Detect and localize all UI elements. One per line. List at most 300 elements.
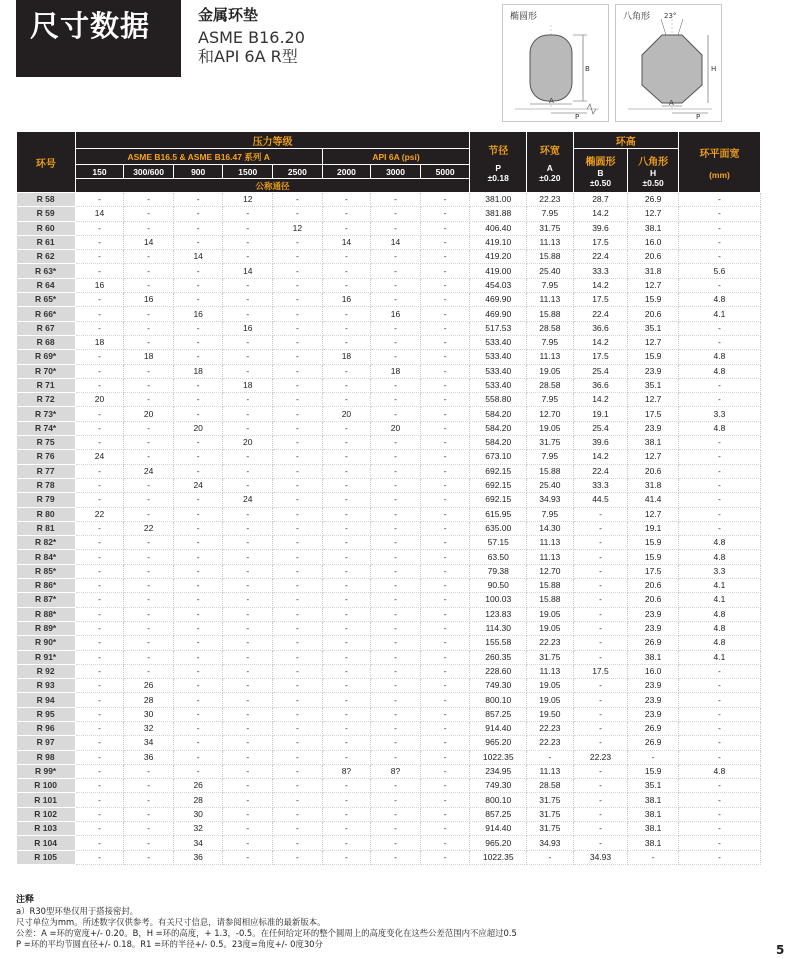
table-cell: 30 bbox=[124, 707, 174, 721]
table-cell: 38.1 bbox=[628, 836, 679, 850]
ring-number-cell: R 67 bbox=[17, 321, 76, 335]
table-row bbox=[17, 364, 761, 378]
col-pitch-diameter: 节径 P ±0.18 bbox=[470, 132, 527, 193]
table-cell: 12.7 bbox=[628, 507, 679, 521]
table-cell: - bbox=[75, 321, 124, 335]
table-cell: 63.50 bbox=[470, 550, 527, 564]
ring-number-cell: R 58 bbox=[17, 193, 76, 207]
table-cell: - bbox=[223, 278, 273, 292]
table-cell: - bbox=[173, 693, 223, 707]
table-cell: 20 bbox=[75, 393, 124, 407]
table-cell: - bbox=[273, 579, 323, 593]
table-cell: - bbox=[124, 636, 174, 650]
table-cell: 18 bbox=[371, 364, 421, 378]
table-cell: 4.8 bbox=[678, 293, 760, 307]
table-cell: - bbox=[124, 579, 174, 593]
table-cell: - bbox=[371, 293, 421, 307]
table-cell: - bbox=[75, 464, 124, 478]
table-cell: 615.95 bbox=[470, 507, 527, 521]
table-cell: - bbox=[273, 250, 323, 264]
table-cell: - bbox=[371, 536, 421, 550]
class-1500: 1500 bbox=[223, 165, 273, 179]
table-cell: - bbox=[371, 207, 421, 221]
table-cell: 7.95 bbox=[527, 278, 574, 292]
ring-number-cell: R 65* bbox=[17, 293, 76, 307]
table-cell: - bbox=[322, 807, 371, 821]
table-cell: 673.10 bbox=[470, 450, 527, 464]
table-cell: - bbox=[322, 779, 371, 793]
table-cell: - bbox=[322, 693, 371, 707]
table-cell: 11.13 bbox=[527, 293, 574, 307]
table-row bbox=[17, 436, 761, 450]
table-cell: - bbox=[573, 736, 628, 750]
table-cell: 16 bbox=[173, 307, 223, 321]
table-cell: 26 bbox=[173, 779, 223, 793]
table-cell: 692.15 bbox=[470, 493, 527, 507]
table-cell: 19.05 bbox=[527, 421, 574, 435]
table-row bbox=[17, 707, 761, 721]
table-cell: 36 bbox=[173, 850, 223, 864]
table-cell: - bbox=[273, 693, 323, 707]
table-cell: - bbox=[420, 278, 470, 292]
table-cell: 16 bbox=[75, 278, 124, 292]
table-cell: - bbox=[75, 478, 124, 492]
table-cell: - bbox=[420, 464, 470, 478]
table-cell: - bbox=[273, 493, 323, 507]
table-cell: 22.4 bbox=[573, 464, 628, 478]
table-cell: - bbox=[223, 850, 273, 864]
table-cell: 4.8 bbox=[678, 350, 760, 364]
standard-line-1: ASME B16.20 bbox=[198, 28, 305, 47]
table-cell: - bbox=[371, 664, 421, 678]
table-cell: - bbox=[75, 664, 124, 678]
table-cell: - bbox=[678, 721, 760, 735]
table-cell: - bbox=[371, 507, 421, 521]
table-cell: - bbox=[322, 822, 371, 836]
table-cell: 16 bbox=[124, 293, 174, 307]
table-cell: - bbox=[75, 564, 124, 578]
table-cell: - bbox=[223, 822, 273, 836]
table-cell: 11.13 bbox=[527, 550, 574, 564]
table-cell: 749.30 bbox=[470, 779, 527, 793]
table-cell: - bbox=[223, 550, 273, 564]
oct-h-label: H bbox=[711, 65, 717, 73]
ring-number-cell: R 88* bbox=[17, 607, 76, 621]
table-cell: - bbox=[371, 264, 421, 278]
table-cell: 260.35 bbox=[470, 650, 527, 664]
table-row bbox=[17, 250, 761, 264]
ring-number-cell: R 61 bbox=[17, 235, 76, 249]
table-cell: 32 bbox=[124, 721, 174, 735]
table-cell: 19.05 bbox=[527, 693, 574, 707]
section-title: 尺寸数据 bbox=[30, 9, 151, 43]
table-cell: 22.4 bbox=[573, 250, 628, 264]
table-cell: - bbox=[273, 507, 323, 521]
table-cell: - bbox=[223, 364, 273, 378]
table-cell: 38.1 bbox=[628, 436, 679, 450]
table-row bbox=[17, 350, 761, 364]
table-cell: - bbox=[273, 278, 323, 292]
ring-number-cell: R 90* bbox=[17, 636, 76, 650]
table-cell: - bbox=[420, 750, 470, 764]
table-cell: - bbox=[573, 779, 628, 793]
table-cell: 38.1 bbox=[628, 650, 679, 664]
octagonal-diagram-label: 八角形 bbox=[623, 12, 651, 22]
table-cell: - bbox=[322, 521, 371, 535]
table-cell: 14 bbox=[223, 264, 273, 278]
table-cell: - bbox=[678, 235, 760, 249]
table-cell: - bbox=[322, 493, 371, 507]
table-row bbox=[17, 764, 761, 778]
table-cell: - bbox=[223, 807, 273, 821]
table-cell: - bbox=[273, 807, 323, 821]
table-cell: - bbox=[420, 293, 470, 307]
table-cell: - bbox=[678, 679, 760, 693]
table-cell: - bbox=[273, 836, 323, 850]
table-cell: 28.58 bbox=[527, 779, 574, 793]
table-cell: - bbox=[420, 193, 470, 207]
note-line: P =环的平均节圆直径+/- 0.18。R1 =环的半径+/- 0.5。23度=角度+/- 0度30分 bbox=[16, 939, 323, 949]
table-cell: - bbox=[573, 579, 628, 593]
table-cell: 3.3 bbox=[678, 564, 760, 578]
table-cell: 31.75 bbox=[527, 221, 574, 235]
table-cell: - bbox=[223, 521, 273, 535]
table-cell: - bbox=[223, 664, 273, 678]
col-ring-number: 环号 bbox=[17, 132, 76, 193]
table-cell: - bbox=[223, 507, 273, 521]
table-cell: - bbox=[75, 193, 124, 207]
table-cell: - bbox=[573, 607, 628, 621]
table-cell: 22.23 bbox=[573, 750, 628, 764]
table-cell: 20 bbox=[173, 421, 223, 435]
table-cell: - bbox=[322, 321, 371, 335]
table-cell: - bbox=[678, 321, 760, 335]
table-cell: - bbox=[371, 779, 421, 793]
ring-number-cell: R 73* bbox=[17, 407, 76, 421]
table-cell: 24 bbox=[75, 450, 124, 464]
table-cell: - bbox=[678, 221, 760, 235]
table-cell: - bbox=[420, 493, 470, 507]
table-cell: - bbox=[124, 278, 174, 292]
class-300-600: 300/600 bbox=[124, 165, 174, 179]
table-cell: - bbox=[420, 564, 470, 578]
table-cell: - bbox=[223, 650, 273, 664]
table-cell: 20 bbox=[124, 407, 174, 421]
table-cell: - bbox=[223, 779, 273, 793]
table-cell: - bbox=[173, 436, 223, 450]
table-cell: 15.88 bbox=[527, 593, 574, 607]
table-cell: - bbox=[223, 607, 273, 621]
table-cell: - bbox=[75, 736, 124, 750]
table-cell: - bbox=[173, 564, 223, 578]
table-cell: 800.10 bbox=[470, 693, 527, 707]
table-cell: - bbox=[273, 378, 323, 392]
table-cell: - bbox=[75, 579, 124, 593]
table-cell: - bbox=[173, 407, 223, 421]
table-cell: 533.40 bbox=[470, 335, 527, 349]
table-cell: - bbox=[173, 593, 223, 607]
table-cell: - bbox=[322, 593, 371, 607]
table-cell: - bbox=[322, 378, 371, 392]
table-cell: - bbox=[273, 621, 323, 635]
table-cell: 20.6 bbox=[628, 250, 679, 264]
ring-number-cell: R 63* bbox=[17, 264, 76, 278]
api-3000: 3000 bbox=[371, 165, 421, 179]
table-cell: - bbox=[371, 193, 421, 207]
table-cell: - bbox=[678, 278, 760, 292]
ring-number-cell: R 82* bbox=[17, 536, 76, 550]
table-cell: - bbox=[124, 250, 174, 264]
table-cell: 20.6 bbox=[628, 464, 679, 478]
oct-a-label: A bbox=[669, 99, 674, 107]
oval-ring-diagram bbox=[502, 4, 609, 122]
table-cell: 35.1 bbox=[628, 321, 679, 335]
table-cell: - bbox=[678, 436, 760, 450]
table-cell: 24 bbox=[173, 478, 223, 492]
table-cell: - bbox=[420, 393, 470, 407]
table-cell: - bbox=[124, 621, 174, 635]
table-cell: - bbox=[223, 750, 273, 764]
table-cell: 155.58 bbox=[470, 636, 527, 650]
table-cell: - bbox=[573, 564, 628, 578]
table-cell: - bbox=[573, 707, 628, 721]
table-cell: - bbox=[173, 707, 223, 721]
table-cell: 469.90 bbox=[470, 307, 527, 321]
table-cell: 22.4 bbox=[573, 307, 628, 321]
table-cell: 22.23 bbox=[527, 193, 574, 207]
table-cell: 14 bbox=[173, 250, 223, 264]
table-body bbox=[17, 193, 761, 865]
table-row bbox=[17, 307, 761, 321]
table-cell: - bbox=[573, 507, 628, 521]
table-cell: - bbox=[273, 321, 323, 335]
table-cell: - bbox=[173, 378, 223, 392]
table-cell: 31.75 bbox=[527, 807, 574, 821]
table-cell: - bbox=[371, 750, 421, 764]
table-cell: - bbox=[371, 278, 421, 292]
ring-number-cell: R 80 bbox=[17, 507, 76, 521]
table-cell: - bbox=[371, 521, 421, 535]
table-cell: - bbox=[173, 750, 223, 764]
table-cell: - bbox=[322, 393, 371, 407]
oct-p-label: P bbox=[696, 113, 701, 121]
table-cell: - bbox=[124, 807, 174, 821]
table-cell: - bbox=[573, 650, 628, 664]
table-cell: 34.93 bbox=[573, 850, 628, 864]
table-cell: - bbox=[173, 493, 223, 507]
table-cell: - bbox=[371, 736, 421, 750]
ring-number-cell: R 100 bbox=[17, 779, 76, 793]
table-cell: - bbox=[273, 822, 323, 836]
table-cell: 749.30 bbox=[470, 679, 527, 693]
table-cell: 12.7 bbox=[628, 207, 679, 221]
table-cell: - bbox=[322, 478, 371, 492]
table-cell: 4.8 bbox=[678, 364, 760, 378]
table-cell: - bbox=[173, 221, 223, 235]
table-cell: 4.8 bbox=[678, 550, 760, 564]
ring-number-cell: R 78 bbox=[17, 478, 76, 492]
table-cell: - bbox=[173, 193, 223, 207]
table-cell: 12.70 bbox=[527, 407, 574, 421]
ring-number-cell: R 104 bbox=[17, 836, 76, 850]
table-cell: - bbox=[420, 693, 470, 707]
table-cell: - bbox=[75, 307, 124, 321]
table-cell: - bbox=[75, 264, 124, 278]
notes-title: 注释 bbox=[16, 895, 35, 905]
table-cell: 15.9 bbox=[628, 536, 679, 550]
table-row bbox=[17, 378, 761, 392]
table-cell: - bbox=[371, 335, 421, 349]
table-cell: - bbox=[223, 736, 273, 750]
table-cell: 533.40 bbox=[470, 378, 527, 392]
table-cell: 20 bbox=[223, 436, 273, 450]
table-row bbox=[17, 607, 761, 621]
table-cell: 12 bbox=[273, 221, 323, 235]
table-cell: 965.20 bbox=[470, 736, 527, 750]
table-cell: 26.9 bbox=[628, 193, 679, 207]
table-cell: - bbox=[420, 350, 470, 364]
table-cell: - bbox=[124, 836, 174, 850]
table-cell: - bbox=[273, 636, 323, 650]
table-cell: 15.9 bbox=[628, 350, 679, 364]
table-row bbox=[17, 779, 761, 793]
ring-number-cell: R 74* bbox=[17, 421, 76, 435]
table-cell: - bbox=[173, 507, 223, 521]
table-cell: - bbox=[75, 350, 124, 364]
table-row bbox=[17, 235, 761, 249]
table-cell: 23.9 bbox=[628, 679, 679, 693]
table-cell: 18 bbox=[322, 350, 371, 364]
table-cell: - bbox=[75, 550, 124, 564]
table-cell: - bbox=[678, 393, 760, 407]
table-cell: 4.1 bbox=[678, 593, 760, 607]
table-cell: - bbox=[124, 764, 174, 778]
table-cell: 79.38 bbox=[470, 564, 527, 578]
table-cell: 7.95 bbox=[527, 393, 574, 407]
table-cell: 26.9 bbox=[628, 736, 679, 750]
table-cell: - bbox=[371, 822, 421, 836]
table-cell: 11.13 bbox=[527, 536, 574, 550]
table-cell: - bbox=[124, 335, 174, 349]
table-cell: - bbox=[322, 836, 371, 850]
table-cell: - bbox=[223, 393, 273, 407]
table-cell: - bbox=[173, 550, 223, 564]
table-cell: - bbox=[371, 807, 421, 821]
table-cell: 469.90 bbox=[470, 293, 527, 307]
table-cell: - bbox=[173, 450, 223, 464]
table-cell: - bbox=[322, 750, 371, 764]
table-cell: - bbox=[273, 736, 323, 750]
table-cell: - bbox=[75, 764, 124, 778]
table-cell: - bbox=[420, 822, 470, 836]
ring-number-cell: R 77 bbox=[17, 464, 76, 478]
table-cell: - bbox=[420, 364, 470, 378]
table-cell: 4.1 bbox=[678, 307, 760, 321]
table-cell: - bbox=[420, 636, 470, 650]
oval-diagram-label: 椭圆形 bbox=[510, 12, 538, 22]
table-cell: 22.23 bbox=[527, 636, 574, 650]
table-cell: - bbox=[223, 693, 273, 707]
table-cell: - bbox=[273, 207, 323, 221]
ring-number-cell: R 76 bbox=[17, 450, 76, 464]
table-cell: 16 bbox=[322, 293, 371, 307]
table-row bbox=[17, 721, 761, 735]
table-cell: - bbox=[124, 536, 174, 550]
table-cell: 7.95 bbox=[527, 335, 574, 349]
table-cell: 11.13 bbox=[527, 350, 574, 364]
table-cell: 19.50 bbox=[527, 707, 574, 721]
octagonal-ring-diagram bbox=[615, 4, 722, 122]
ring-number-cell: R 66* bbox=[17, 307, 76, 321]
table-cell: - bbox=[273, 193, 323, 207]
table-cell: - bbox=[678, 793, 760, 807]
table-cell: - bbox=[173, 235, 223, 249]
table-cell: - bbox=[75, 693, 124, 707]
table-cell: 25.4 bbox=[573, 421, 628, 435]
table-cell: - bbox=[678, 493, 760, 507]
notes-section bbox=[16, 895, 756, 950]
table-cell: - bbox=[273, 564, 323, 578]
table-cell: - bbox=[273, 650, 323, 664]
table-cell: - bbox=[223, 307, 273, 321]
table-cell: - bbox=[573, 764, 628, 778]
table-cell: 23.9 bbox=[628, 364, 679, 378]
table-cell: 14.2 bbox=[573, 335, 628, 349]
table-cell: - bbox=[223, 636, 273, 650]
ring-number-cell: R 84* bbox=[17, 550, 76, 564]
ring-number-cell: R 87* bbox=[17, 593, 76, 607]
table-cell: - bbox=[678, 807, 760, 821]
table-cell: 857.25 bbox=[470, 807, 527, 821]
table-cell: - bbox=[124, 822, 174, 836]
table-cell: - bbox=[124, 378, 174, 392]
table-row bbox=[17, 550, 761, 564]
table-cell: 19.05 bbox=[527, 679, 574, 693]
api-group-header: API 6A (psi) bbox=[322, 149, 470, 165]
table-cell: 12.7 bbox=[628, 278, 679, 292]
table-cell: - bbox=[420, 235, 470, 249]
table-cell: - bbox=[273, 721, 323, 735]
table-cell: - bbox=[322, 450, 371, 464]
table-cell: - bbox=[678, 779, 760, 793]
table-cell: - bbox=[173, 736, 223, 750]
table-cell: 4.8 bbox=[678, 764, 760, 778]
ring-number-cell: R 89* bbox=[17, 621, 76, 635]
table-cell: - bbox=[75, 493, 124, 507]
table-cell: - bbox=[678, 193, 760, 207]
table-cell: 15.88 bbox=[527, 579, 574, 593]
ring-number-cell: R 102 bbox=[17, 807, 76, 821]
table-cell: - bbox=[371, 493, 421, 507]
table-row bbox=[17, 221, 761, 235]
table-cell: - bbox=[223, 721, 273, 735]
table-cell: - bbox=[371, 436, 421, 450]
table-cell: - bbox=[75, 707, 124, 721]
oval-b-label: B bbox=[585, 65, 590, 73]
ring-number-cell: R 68 bbox=[17, 335, 76, 349]
table-cell: - bbox=[371, 350, 421, 364]
class-2500: 2500 bbox=[273, 165, 323, 179]
table-row bbox=[17, 407, 761, 421]
table-cell: 11.13 bbox=[527, 764, 574, 778]
ring-number-cell: R 81 bbox=[17, 521, 76, 535]
table-cell: 20.6 bbox=[628, 593, 679, 607]
table-cell: - bbox=[124, 564, 174, 578]
table-cell: 36.6 bbox=[573, 378, 628, 392]
table-cell: - bbox=[678, 736, 760, 750]
table-cell: 857.25 bbox=[470, 707, 527, 721]
standard-line-2: 和API 6A R型 bbox=[198, 47, 298, 66]
